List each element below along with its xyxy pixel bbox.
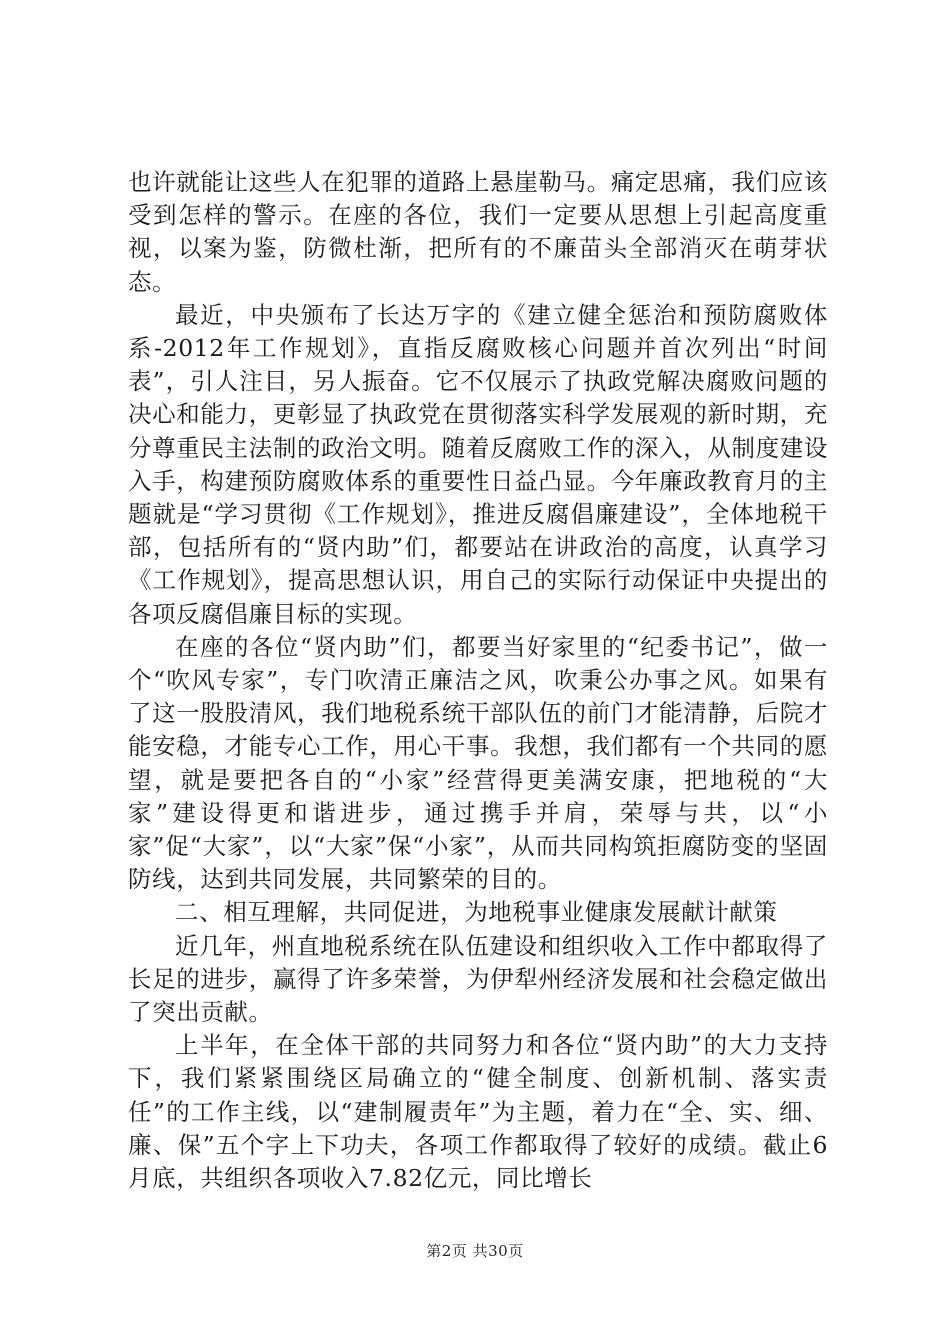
document-body bbox=[128, 166, 828, 1195]
paragraph-4: 近几年，州直地税系统在队伍建设和组织收入工作中都取得了长足的进步，赢得了许多荣誉，为伊犁州经济发展和社会稳定做出了突出贡献。 bbox=[128, 931, 828, 1027]
section-heading: 二、相互理解，共同促进，为地税事业健康发展献计献策 bbox=[175, 898, 778, 927]
paragraph-3: 在座的各位“贤内助”们，都要当好家里的“纪委书记”，做一个“吹风专家”，专门吹清正廉洁之风，吹秉公办事之风。如果有了这一股股清风，我们地税系统干部队伍的前门才能清静，后院才能安稳，才能专心工作，用心干事。我想，我们都有一个共同的愿望，就是要把各自的“小家”经营得更美满安康，把地税的“大家”建设得更和谐进步，通过携手并肩，荣辱与共，以“小家”促“大家”，以“大家”保“小家”，从而共同构筑拒腐防变的坚固防线，达到共同发展，共同繁荣的目的。 bbox=[128, 632, 828, 894]
paragraph-1: 也许就能让这些人在犯罪的道路上悬崖勒马。痛定思痛，我们应该受到怎样的警示。在座的各位，我们一定要从思想上引起高度重视，以案为鉴，防微杜渐，把所有的不廉苗头全部消灭在萌芽状态。 bbox=[128, 168, 828, 296]
paragraph-2: 最近，中央颁布了长达万字的《建立健全惩治和预防腐败体系-2012年工作规划》，直指反腐败核心问题并首次列出“时间表”，引人注目，另人振奋。它不仅展示了执政党解决腐败问题的决心和能力，更彰显了执政党在贯彻落实科学发展观的新时期，充分尊重民主法制的政治文明。随着反腐败工作的深入，从制度建设入手，构建预防腐败体系的重要性日益凸显。今年廉政教育月的主题就是“学习贯彻《工作规划》，推进反腐倡廉建设”，全体地税干部，包括所有的“贤内助”们，都要站在讲政治的高度，认真学习《工作规划》，提高思想认识，用自己的实际行动保证中央提出的各项反腐倡廉目标的实现。 bbox=[128, 300, 828, 628]
page-footer: 第2页 共30页 bbox=[426, 1242, 524, 1260]
paragraph-5: 上半年，在全体干部的共同努力和各位“贤内助”的大力支持下，我们紧紧围绕区局确立的“健全制度、创新机制、落实责任”的工作主线，以“建制履责年”为主题，着力在“全、实、细、廉、保”五个字上下功夫，各项工作都取得了较好的成绩。截止6月底，共组织各项收入7.82亿元，同比增长 bbox=[128, 1031, 828, 1193]
